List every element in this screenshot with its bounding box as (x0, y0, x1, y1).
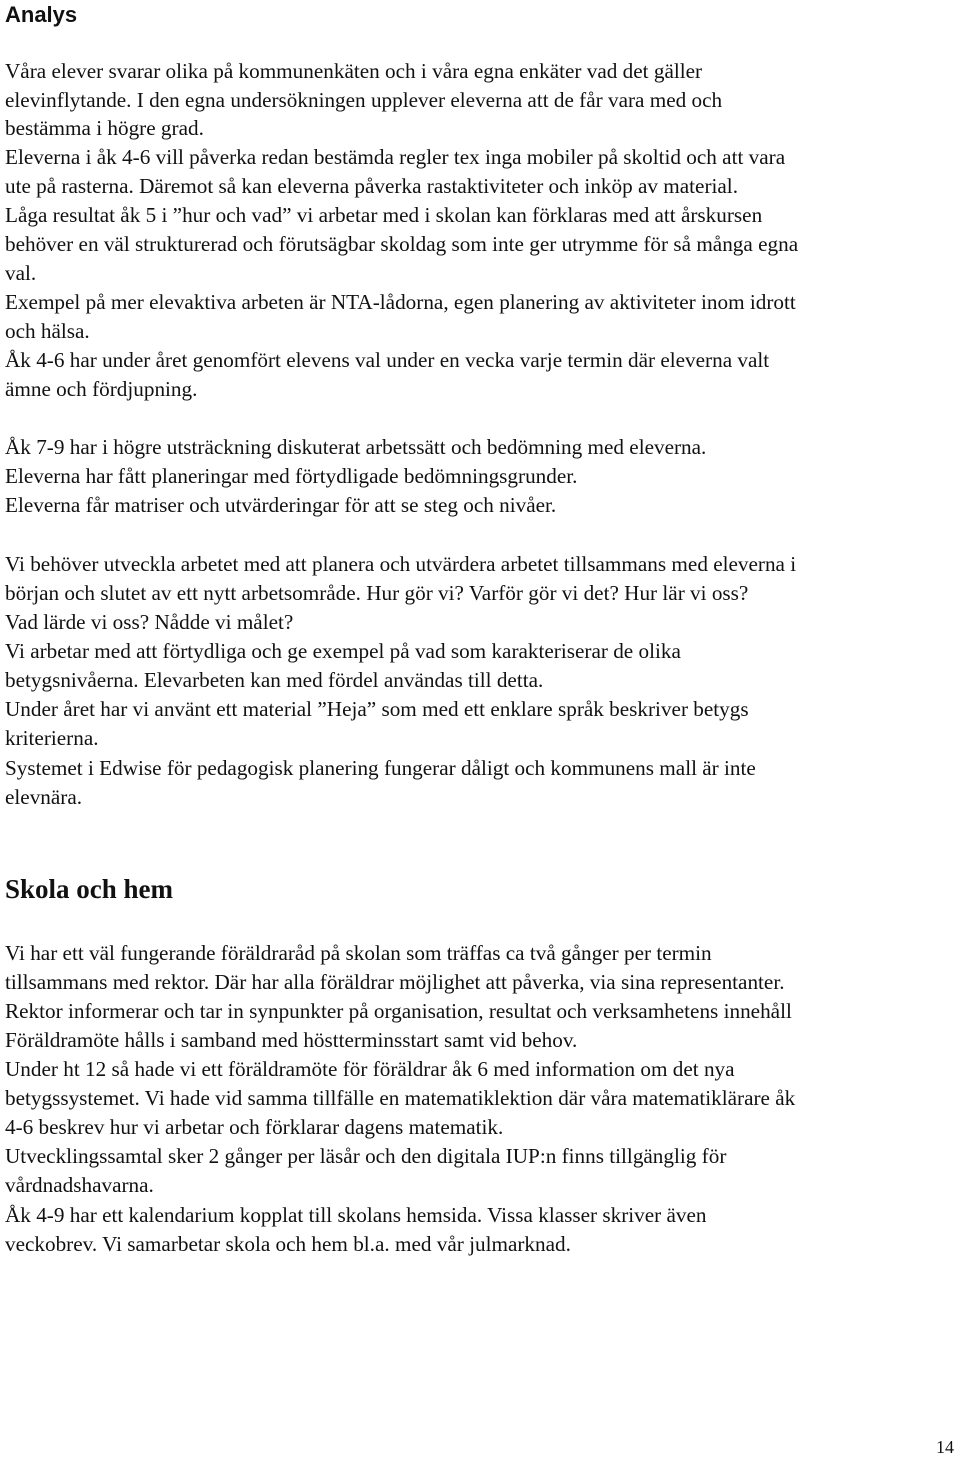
skola-och-hem-line: Utvecklingssamtal sker 2 gånger per läsår och den digitala IUP:n finns tillgänglig för (5, 1144, 727, 1168)
page-number: 14 (936, 1437, 954, 1457)
skola-och-hem-line: Vi har ett väl fungerande föräldraråd på skolan som träffas ca två gånger per termin (5, 941, 712, 965)
analys-line: Låga resultat åk 5 i ”hur och vad” vi arbetar med i skolan kan förklaras med att årskursen (5, 203, 763, 227)
skola-och-hem-line: Rektor informerar och tar in synpunkter på organisation, resultat och verksamhetens innehåll (5, 999, 792, 1023)
analys-line: början och slutet av ett nytt arbetsområde. Hur gör vi? Varför gör vi det? Hur lär vi oss? (5, 581, 749, 605)
analys-line: Eleverna i åk 4-6 vill påverka redan bestämda regler tex inga mobiler på skoltid och att vara (5, 145, 786, 169)
skola-och-hem-line: Föräldramöte hålls i samband med höstterminsstart samt vid behov. (5, 1028, 578, 1052)
analys-line: elevinflytande. I den egna undersökningen upplever eleverna att de får vara med och (5, 88, 723, 112)
skola-och-hem-line: betygssystemet. Vi hade vid samma tillfälle en matematiklektion där våra matematiklärare åk (5, 1086, 796, 1110)
analys-line: elevnära. (5, 785, 83, 809)
heading-analys: Analys (5, 2, 78, 27)
analys-line: bestämma i högre grad. (5, 116, 204, 140)
analys-line: Systemet i Edwise för pedagogisk planering fungerar dåligt och kommunens mall är inte (5, 756, 756, 780)
analys-line: ute på rasterna. Däremot så kan eleverna påverka rastaktiviteter och inköp av material. (5, 174, 738, 198)
heading-skola-och-hem: Skola och hem (5, 874, 174, 904)
analys-line: kriterierna. (5, 726, 99, 750)
analys-line: ämne och fördjupning. (5, 377, 198, 401)
skola-och-hem-line: Under ht 12 så hade vi ett föräldramöte för föräldrar åk 6 med information om det nya (5, 1057, 735, 1081)
analys-line: Åk 4-6 har under året genomfört elevens val under en vecka varje termin där eleverna valt (5, 348, 770, 372)
analys-line: betygsnivåerna. Elevarbeten kan med fördel användas till detta. (5, 668, 544, 692)
analys-line: val. (5, 261, 37, 285)
analys-line: Åk 7-9 har i högre utsträckning diskuterat arbetssätt och bedömning med eleverna. (5, 435, 707, 459)
skola-och-hem-line: Åk 4-9 har ett kalendarium kopplat till skolans hemsida. Vissa klasser skriver även (5, 1203, 707, 1227)
skola-och-hem-line: veckobrev. Vi samarbetar skola och hem bl.a. med vår julmarknad. (5, 1232, 571, 1256)
analys-line: Vad lärde vi oss? Nådde vi målet? (5, 610, 294, 634)
analys-line: Eleverna får matriser och utvärderingar för att se steg och nivåer. (5, 493, 557, 517)
analys-line: Exempel på mer elevaktiva arbeten är NTA-lådorna, egen planering av aktiviteter inom idrott (5, 290, 796, 314)
analys-line: behöver en väl strukturerad och förutsägbar skoldag som inte ger utrymme för så många egna (5, 232, 799, 256)
skola-och-hem-line: 4-6 beskrev hur vi arbetar och förklarar dagens matematik. (5, 1115, 504, 1139)
analys-line: Vi behöver utveckla arbetet med att planera och utvärdera arbetet tillsammans med eleverna i (5, 552, 797, 576)
analys-line: och hälsa. (5, 319, 90, 343)
analys-line: Vi arbetar med att förtydliga och ge exempel på vad som karakteriserar de olika (5, 639, 681, 663)
analys-line: Under året har vi använt ett material ”Heja” som med ett enklare språk beskriver betygs (5, 697, 749, 721)
skola-och-hem-line: tillsammans med rektor. Där har alla föräldrar möjlighet att påverka, via sina representanter. (5, 970, 785, 994)
analys-line: Våra elever svarar olika på kommunenkäten och i våra egna enkäter vad det gäller (5, 59, 703, 83)
skola-och-hem-line: vårdnadshavarna. (5, 1173, 154, 1197)
analys-line: Eleverna har fått planeringar med förtydligade bedömningsgrunder. (5, 464, 578, 488)
